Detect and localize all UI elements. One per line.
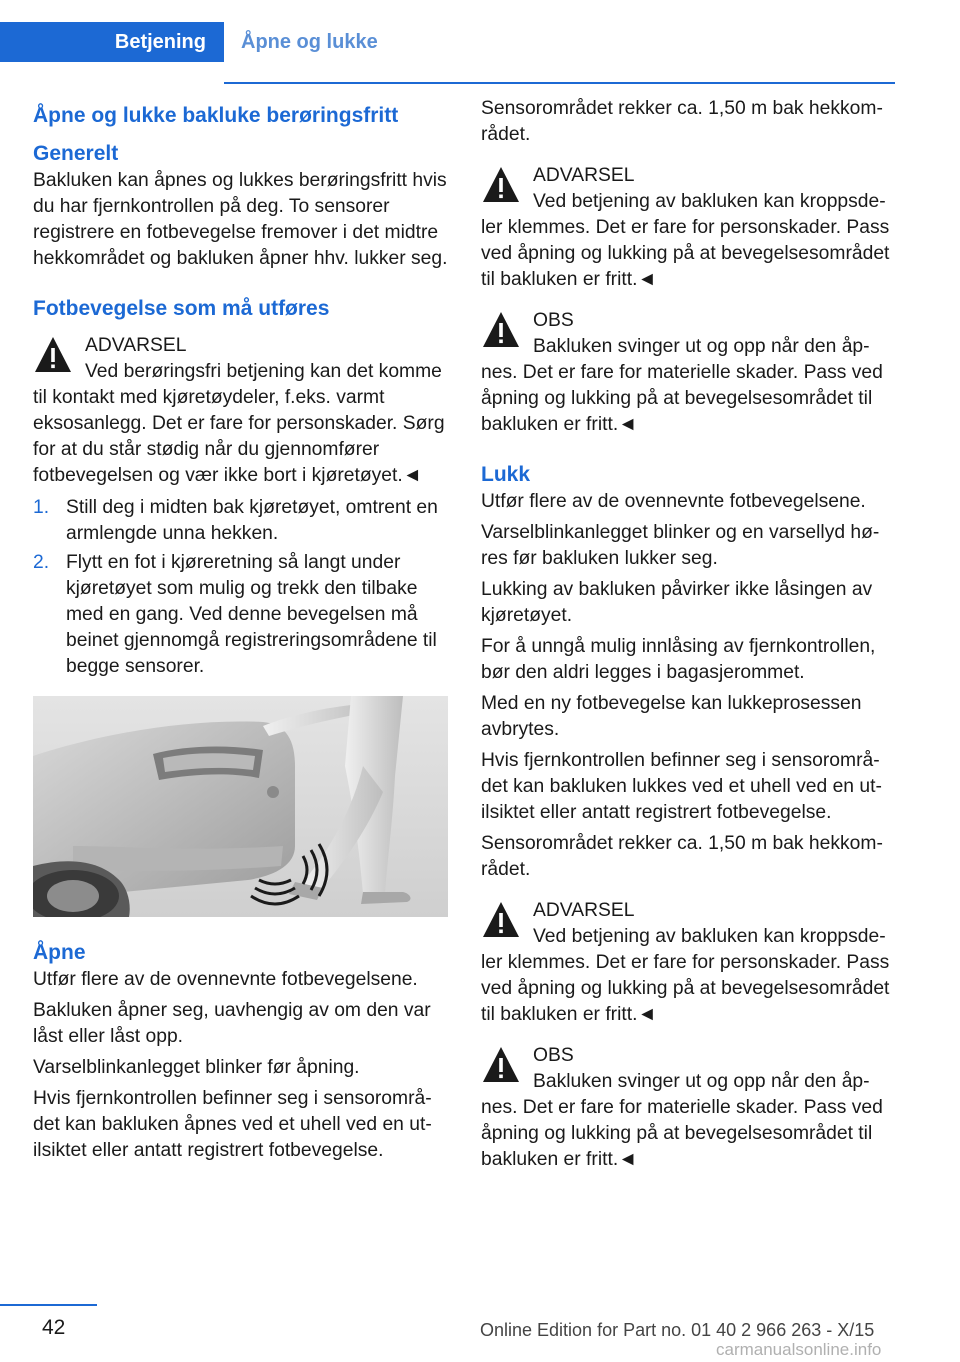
warning-triangle-icon bbox=[33, 335, 73, 375]
step-text: Still deg i midten bak kjøretøyet, omtrent en armlengde unna hekken. bbox=[66, 497, 438, 544]
warning-label: ADVARSEL bbox=[533, 900, 635, 921]
heading-lukk: Lukk bbox=[481, 463, 531, 486]
apne-text-1: Utfør flere av de ovennevnte fotbevegelsene. bbox=[33, 969, 418, 990]
warning-label: ADVARSEL bbox=[85, 335, 187, 356]
illustration-foot-gesture bbox=[33, 696, 448, 917]
warning-triangle-icon bbox=[481, 1045, 521, 1085]
page-number: 42 bbox=[42, 1316, 66, 1339]
sensor-range-text: Sensorområdet rekker ca. 1,50 m bak hekkområdet. bbox=[481, 98, 883, 145]
heading-apne: Åpne bbox=[33, 941, 86, 964]
caution-block bbox=[481, 308, 895, 438]
apne-text-2: Bakluken åpner seg, uavhengig av om den var låst eller låst opp. bbox=[33, 1000, 431, 1047]
list-item bbox=[33, 550, 448, 680]
warning-triangle-icon bbox=[481, 310, 521, 350]
apne-text-4: Hvis fjernkontrollen befinner seg i sensorområdet kan bakluken åpnes ved et uhell ved en utilsiktet eller antatt registrert fotbevegelse. bbox=[33, 1088, 432, 1161]
caution-text: Bakluken svinger ut og opp når den åpnes. Det er fare for materielle skader. Pass ved åpning og lukking på at bevegelsesområdet til bakluken er fritt.◄ bbox=[481, 1071, 883, 1170]
caution-block bbox=[481, 1043, 895, 1173]
footer-divider bbox=[0, 1304, 97, 1306]
page-header bbox=[0, 22, 895, 62]
caution-label: OBS bbox=[533, 310, 574, 331]
warning-text: Ved betjening av bakluken kan kroppsdeler klemmes. Det er fare for personskader. Pass ved åpning og lukking på at bevegelsesområdet til bakluken er fritt.◄ bbox=[481, 191, 890, 290]
warning-text: Ved berøringsfri betjening kan det komme til kontakt med kjøretøydeler, f.eks. varmt eksosanlegg. Det er fare for personskader. Sørg for at du står stødig når du gjennomfører fotbevegelsen og vær ikke bort i kjøretøyet.◄ bbox=[33, 361, 445, 486]
lukk-text-2: Varselblinkanlegget blinker og en varsellyd høres før bakluken lukker seg. bbox=[481, 522, 880, 569]
lukk-text-6: Hvis fjernkontrollen befinner seg i sensorområdet kan bakluken lukkes ved et uhell ved en utilsiktet eller antatt registrert fotbevegelse. bbox=[481, 750, 882, 823]
list-item bbox=[33, 495, 448, 547]
tab-betjening[interactable]: Betjening bbox=[0, 22, 224, 62]
step-number: 1. bbox=[33, 497, 50, 518]
lukk-text-5: Med en ny fotbevegelse kan lukkeprosessen avbrytes. bbox=[481, 693, 862, 740]
warning-label: ADVARSEL bbox=[533, 165, 635, 186]
lukk-text-4: For å unngå mulig innlåsing av fjernkontrollen, bør den aldri legges i bagasjerommet. bbox=[481, 636, 876, 683]
edition-text: Online Edition for Part no. 01 40 2 966 263 - X/15 bbox=[480, 1320, 875, 1340]
generelt-text: Bakluken kan åpnes og lukkes berøringsfritt hvis du har fjernkontrollen på deg. To sensorer registrere en fotbevegelse fremover i det midtre hekkområdet og bakluken åpner hhv. lukker seg. bbox=[33, 170, 448, 269]
warning-block bbox=[481, 163, 895, 293]
lukk-text-1: Utfør flere av de ovennevnte fotbevegelsene. bbox=[481, 491, 866, 512]
heading-fotbevegelse: Fotbevegelse som må utføres bbox=[33, 297, 330, 320]
step-number: 2. bbox=[33, 552, 50, 573]
watermark: carmanualsonline.info bbox=[716, 1340, 882, 1359]
lukk-text-3: Lukking av bakluken påvirker ikke låsingen av kjøretøyet. bbox=[481, 579, 873, 626]
warning-block bbox=[33, 333, 448, 489]
heading-generelt: Generelt bbox=[33, 142, 119, 165]
caution-text: Bakluken svinger ut og opp når den åpnes. Det er fare for materielle skader. Pass ved åpning og lukking på at bevegelsesområdet til bakluken er fritt.◄ bbox=[481, 336, 883, 435]
right-column bbox=[481, 96, 895, 1178]
steps-list bbox=[33, 495, 448, 680]
tab-apne-og-lukke[interactable]: Åpne og lukke bbox=[241, 31, 378, 53]
warning-text: Ved betjening av bakluken kan kroppsdeler klemmes. Det er fare for personskader. Pass ved åpning og lukking på at bevegelsesområdet til bakluken er fritt.◄ bbox=[481, 926, 890, 1025]
step-text: Flytt en fot i kjøreretning så langt under kjøretøyet som mulig og trekk den tilbake med en gang. Ved denne bevegelsen må beinet gjennomgå registreringsområdene til begge sensorer. bbox=[66, 552, 437, 677]
left-column bbox=[33, 96, 448, 1169]
apne-text-3: Varselblinkanlegget blinker før åpning. bbox=[33, 1057, 360, 1078]
lukk-text-7: Sensorområdet rekker ca. 1,50 m bak hekkområdet. bbox=[481, 833, 883, 880]
caution-label: OBS bbox=[533, 1045, 574, 1066]
header-divider bbox=[224, 82, 895, 84]
warning-block bbox=[481, 898, 895, 1028]
page-title: Åpne og lukke bakluke berøringsfritt bbox=[33, 104, 399, 127]
warning-triangle-icon bbox=[481, 900, 521, 940]
warning-triangle-icon bbox=[481, 165, 521, 205]
